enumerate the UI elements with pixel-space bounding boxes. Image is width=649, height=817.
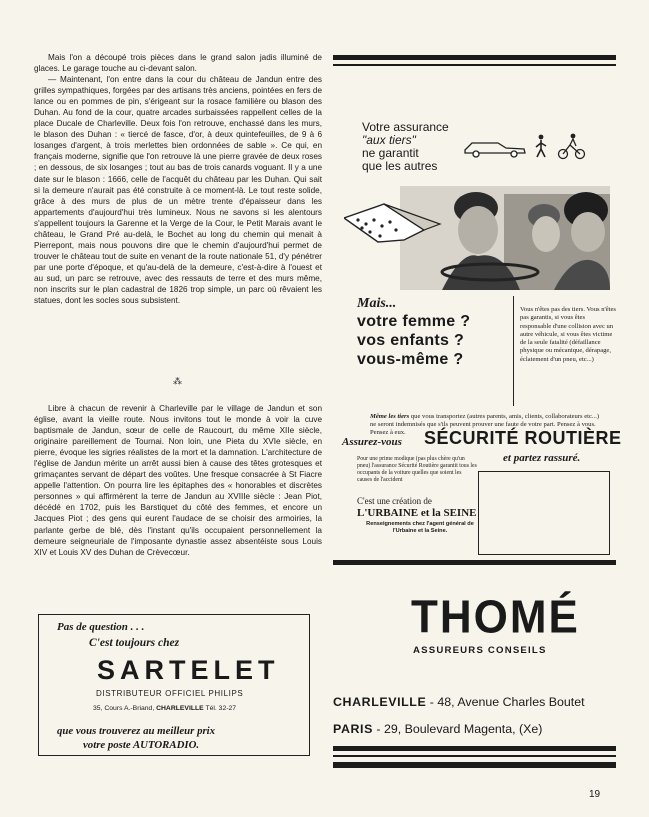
- prime-text: Pour une prime modique (pas plus chère qu'un pneu) l'assurance Sécurité Routière garantit tous les occupants de la voiture quelles que soient les causes de l'accident: [357, 456, 477, 483]
- sartelet-brand: SARTELET: [97, 655, 280, 685]
- creation-label: C'est une création de: [357, 496, 432, 506]
- insurance-line-1: Votre assurance: [362, 120, 449, 134]
- ad-bottom-stripe: [333, 560, 616, 565]
- question-children: vos enfants ?: [357, 332, 465, 349]
- thome-stripe: [333, 755, 616, 757]
- partez-rassure-label: et partez rassuré.: [503, 452, 581, 464]
- address-charleville: - 48, Avenue Charles Boutet: [426, 695, 585, 709]
- page-number: 19: [589, 789, 601, 800]
- agent-stamp-box: [478, 471, 610, 555]
- article-paragraph: Mais l'on a découpé trois pièces dans le grand salon jadis illuminé de glaces. Le garage touche au ci-devant salon.: [34, 53, 322, 74]
- sartelet-street: 35, Cours A.-Briand,: [93, 705, 157, 712]
- sartelet-tagline-1: Pas de question . . .: [57, 621, 145, 633]
- address-paris: - 29, Boulevard Magenta, (Xe): [372, 722, 543, 736]
- sartelet-tagline-4: votre poste AUTORADIO.: [83, 739, 200, 751]
- urbaine-seine-brand: L'URBAINE et la SEINE: [357, 507, 477, 519]
- insurance-line-3: ne garantit: [362, 146, 419, 160]
- ad-top-thin-stripe: [333, 64, 616, 66]
- meme-rest: que vous transportez (autres parents, amis, clients, collaborateurs etc...) ne seront indemnisés que s'ils peuvent prouver une faute de votre part. Pensez à vous. Pensez à eux.: [370, 413, 600, 436]
- thome-address-paris: [333, 722, 542, 736]
- vertical-divider: [513, 296, 514, 406]
- asterism-separator: ⁂: [173, 376, 182, 386]
- article-text-bottom: [34, 403, 322, 558]
- insurance-line-2: "aux tiers": [362, 133, 416, 147]
- city-charleville: CHARLEVILLE: [333, 695, 427, 709]
- securite-routiere-title: SÉCURITÉ ROUTIÈRE: [424, 428, 622, 448]
- thome-subtitle: ASSUREURS CONSEILS: [413, 645, 547, 656]
- ad-top-stripe: [333, 55, 616, 60]
- insurance-line-4: que les autres: [362, 159, 438, 173]
- article-paragraph: — Maintenant, l'on entre dans la cour du château de Jandun entre des grilles sympathiques, forgées par des artisans très anciens, pointées en fers de lance ou en pommes de pin, s'érigeant sur la rosace familière ou blason des Duhan. Au fond de la cour, quatre arcades surbaissées rappellent celles de la place Ducale de Charleville. Deux fois l'on retrouve, enchassé dans les murs, le blason des Duhan : « tiercé de fasce, d'or, à deux quintefeuilles, de 9 à 6 losanges d'argent, à trois merlettes bien ordonnées de sable ». Ce qui, en français moderne, signifie que l'on retrouve là une pierre gravée de deux roses ; en dessous, de six losanges ; tout au bas de trois canards voguant. Il y a une date sur le blason : 1666, celle de l'acquêt du château par les Duhan. Qui sait si la demeure n'aurait pas été construite à ce moment-là. Le tout reste solide, grâce à des murs de plus de un mètre trente d'épaisseur dans les appartements d'aujourd'hui très lumineux. Nous ne savons si les alentours s'appellent toujours la Garenne et la Verge de la Cour, le Petit Marais avant le château, le Grand Pré au-delà, le Bochet au long du chemin qui menait à Pierrepont, mais nous pouvons dire que le chemin d'aujourd'hui permet de trouver le château tout de suite en venant de la route nationale 51, d'y pénétrer par une porte d'époque, et qu'au-delà de la demeure, c'est-à-dire à l'ouest et au sud, un parc se retrouve, avec des ressauts de terre et des murs même, non inscrits sur le plan cadastral de 1826 trop simple, un parc où rêvaient les statues, dont les socles sous subsistent.: [34, 75, 322, 306]
- insurance-headline: [362, 121, 449, 173]
- city-paris: PARIS: [333, 722, 373, 736]
- sartelet-phone: Tél. 32-27: [203, 705, 237, 712]
- thome-stripe: [333, 762, 616, 768]
- sartelet-tagline-2: C'est toujours chez: [89, 637, 180, 649]
- question-wife: votre femme ?: [357, 313, 471, 330]
- meme-italic: Même les tiers: [370, 413, 410, 420]
- sartelet-address: [93, 705, 236, 712]
- thome-brand: THOMÉ: [411, 591, 580, 644]
- question-yourself: vous-même ?: [357, 351, 464, 368]
- sartelet-distributor: DISTRIBUTEUR OFFICIEL PHILIPS: [96, 689, 244, 698]
- article-text-top: [34, 52, 322, 306]
- family-car-photo: [344, 180, 610, 290]
- assurez-vous-label: Assurez-vous: [342, 436, 402, 448]
- mais-label: Mais...: [357, 296, 397, 311]
- agent-info: Renseignements chez l'agent général de l'Urbaine et la Seine.: [366, 521, 474, 534]
- thome-stripe: [333, 746, 616, 751]
- thome-address-charleville: [333, 695, 585, 709]
- sartelet-city: CHARLEVILLE: [156, 705, 204, 712]
- insurance-questions: [357, 296, 470, 369]
- sartelet-tagline-3: que vous trouverez au meilleur prix: [57, 725, 216, 737]
- car-pedestrian-bicycle-icon: [462, 132, 587, 160]
- article-paragraph: Libre à chacun de revenir à Charleville par le village de Jandun et son église, avant la vieille route. Nous invitons tout le monde à voir la cuve baptismale de Jandun, sœur de celle de Raucourt, du même XIIe siècle, originaire pareillement de Tournai. Non loin, une Pieta du XVIe siècle, en pierre, évoque les sigries réalistes de la mort et la damnation. L'architecture de l'église de Jandun mérite un arrêt aussi bien à cause des têtes grotesques et grimaçantes servant de départ des voûtes. Une fresque consacrée à St Fiacre appelle l'attention. On pourra lire les épitaphes des « honorables et discrètes personnes » qui affirmèrent la terre de Jandun au XVIIIe siècle : Jean Piot, décédé en 1702, puis les Barstiquet du côté des femmes, et encore un Jacques Piot ; des gens qui eurent l'audace de se choisir des armoiries, la parlante gerbe de blé, dès l'instant qu'ils occupaient personnellement la demeure seigneuriale de l'imposante dynastie assez absentéiste sous Louis XIV et Louis XV des Duhan de Crèvecœur.: [34, 404, 322, 557]
- insurance-side-text: Vous n'êtes pas des tiers. Vous n'êtes pas garantis, si vous êtes responsable d'une collision avec un autre véhicule, si vous êtes victime de la seule fatalité (défaillance physique ou mécanique, dérapage, éclatement d'un pneu, etc...): [520, 306, 616, 363]
- sartelet-ad: [38, 614, 310, 756]
